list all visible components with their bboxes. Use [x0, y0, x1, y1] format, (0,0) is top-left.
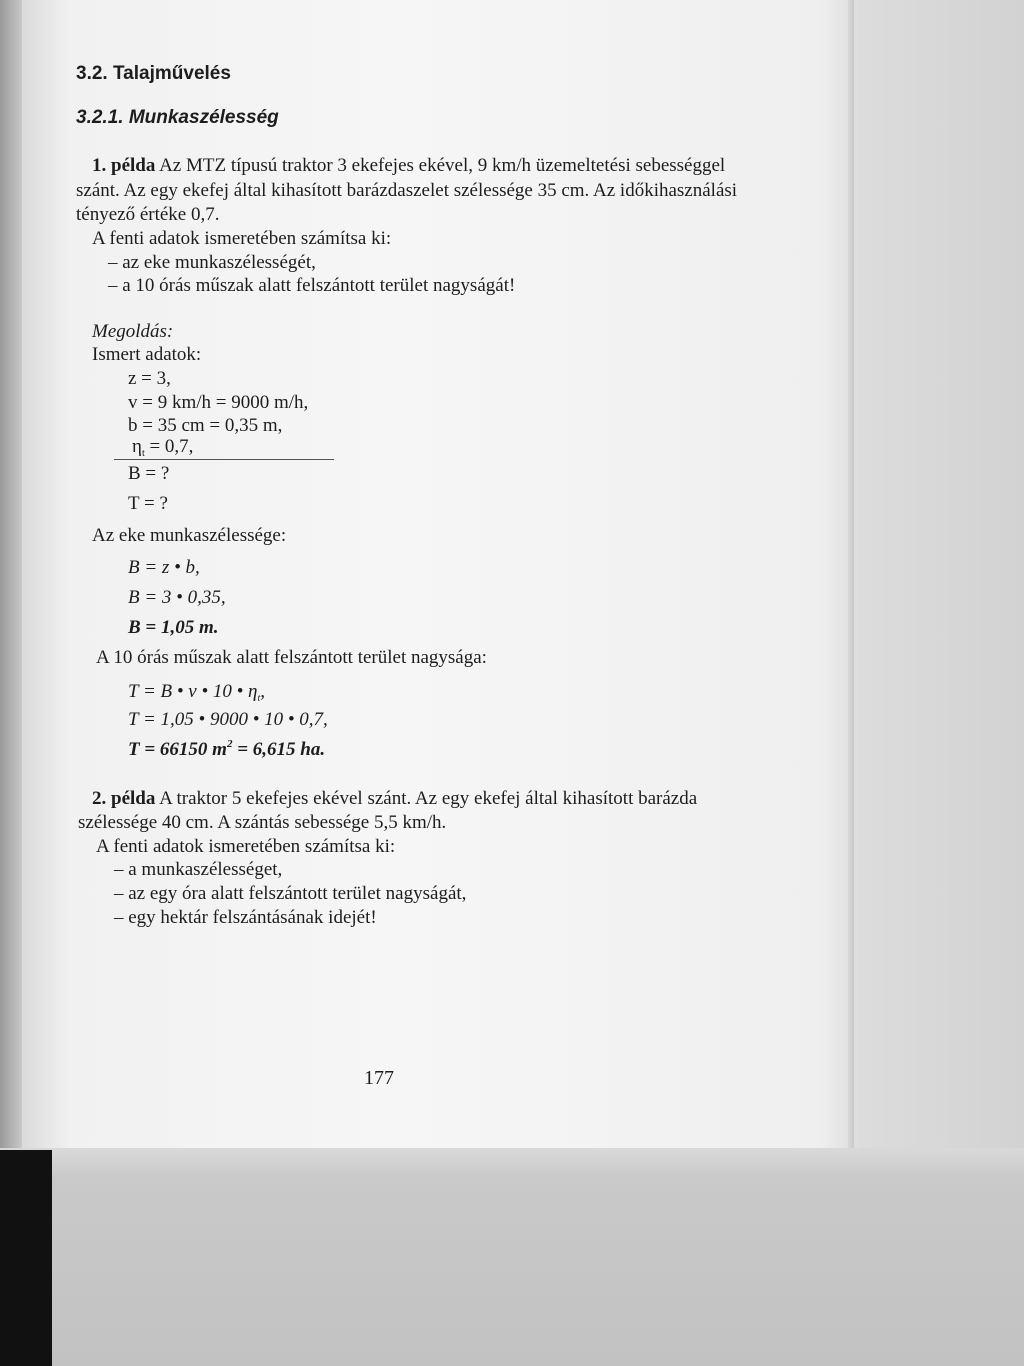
area-result-superscript: 2	[226, 738, 233, 750]
unknown-B: B = ?	[128, 463, 170, 484]
area-result	[128, 739, 325, 759]
known-b: b = 35 cm = 0,35 m,	[128, 415, 283, 436]
example2-label: 2. példa	[92, 788, 156, 809]
example1-task-1: – az eke munkaszélességét,	[108, 252, 316, 273]
known-v: v = 9 km/h = 9000 m/h,	[128, 392, 309, 413]
subsection-title: Munkaszélesség	[128, 107, 279, 128]
example2-task-intro: A fenti adatok ismeretében számítsa ki:	[96, 836, 396, 857]
example2-task-2: – az egy óra alatt felszántott terület nagyságát,	[114, 883, 467, 904]
example1-task-intro: A fenti adatok ismeretében számítsa ki:	[92, 228, 392, 249]
section-title: Talajművelés	[112, 63, 231, 84]
eta-subscript: t	[141, 448, 145, 459]
area-formula	[128, 682, 265, 704]
example2-task-1: – a munkaszélességet,	[114, 859, 283, 880]
area-calc: T = 1,05 • 9000 • 10 • 0,7,	[128, 709, 328, 730]
width-result: B = 1,05 m.	[128, 617, 219, 638]
eta-symbol: η	[132, 436, 142, 457]
known-data-label: Ismert adatok:	[92, 344, 202, 365]
area-result-main: T = 66150 m	[128, 739, 227, 760]
width-calc: B = 3 • 0,35,	[128, 587, 226, 608]
example1-label: 1. példa	[92, 155, 156, 176]
area-formula-text: T = B • v • 10 • η	[128, 681, 258, 702]
width-heading: Az eke munkaszélessége:	[92, 525, 287, 546]
area-formula-end: ,	[260, 681, 265, 702]
eta-value: = 0,7,	[149, 436, 194, 457]
example1-task-2: – a 10 órás műszak alatt felszántott terület nagyságát!	[108, 275, 516, 296]
page-edge-shadow	[848, 0, 854, 1148]
area-formula-subscript: t	[257, 693, 261, 704]
width-formula: B = z • b,	[128, 557, 200, 578]
section-number: 3.2.	[76, 63, 108, 84]
known-z: z = 3,	[128, 368, 171, 389]
example1-line2: szánt. Az egy ekefej által kihasított barázdaszelet szélessége 35 cm. Az időkihasználási	[76, 180, 738, 201]
scanner-background	[0, 1148, 1024, 1366]
example1-line1	[92, 156, 725, 175]
scanner-dark-corner	[0, 1150, 52, 1366]
example2-line1	[92, 789, 697, 808]
subsection-number: 3.2.1.	[76, 107, 124, 128]
section-heading	[76, 64, 231, 83]
solution-heading: Megoldás:	[92, 321, 174, 342]
example2-task-3: – egy hektár felszántásának idejét!	[114, 907, 377, 928]
area-heading: A 10 órás műszak alatt felszántott terület nagysága:	[96, 647, 487, 668]
example1-line3: tényező értéke 0,7.	[76, 204, 220, 225]
subsection-heading	[76, 108, 279, 127]
known-data-divider	[114, 459, 334, 460]
example1-text1: Az MTZ típusú traktor 3 ekefejes ekével, 9 km/h üzemeltetési sebességgel	[159, 155, 726, 176]
area-result-ha: = 6,615 ha.	[232, 739, 326, 760]
page-number: 177	[364, 1067, 394, 1089]
unknown-T: T = ?	[128, 493, 168, 514]
example2-text1: A traktor 5 ekefejes ekével szánt. Az egy ekefej által kihasított barázda	[159, 788, 698, 809]
example2-line2: szélessége 40 cm. A szántás sebessége 5,5 km/h.	[78, 812, 447, 833]
known-eta	[132, 437, 193, 459]
